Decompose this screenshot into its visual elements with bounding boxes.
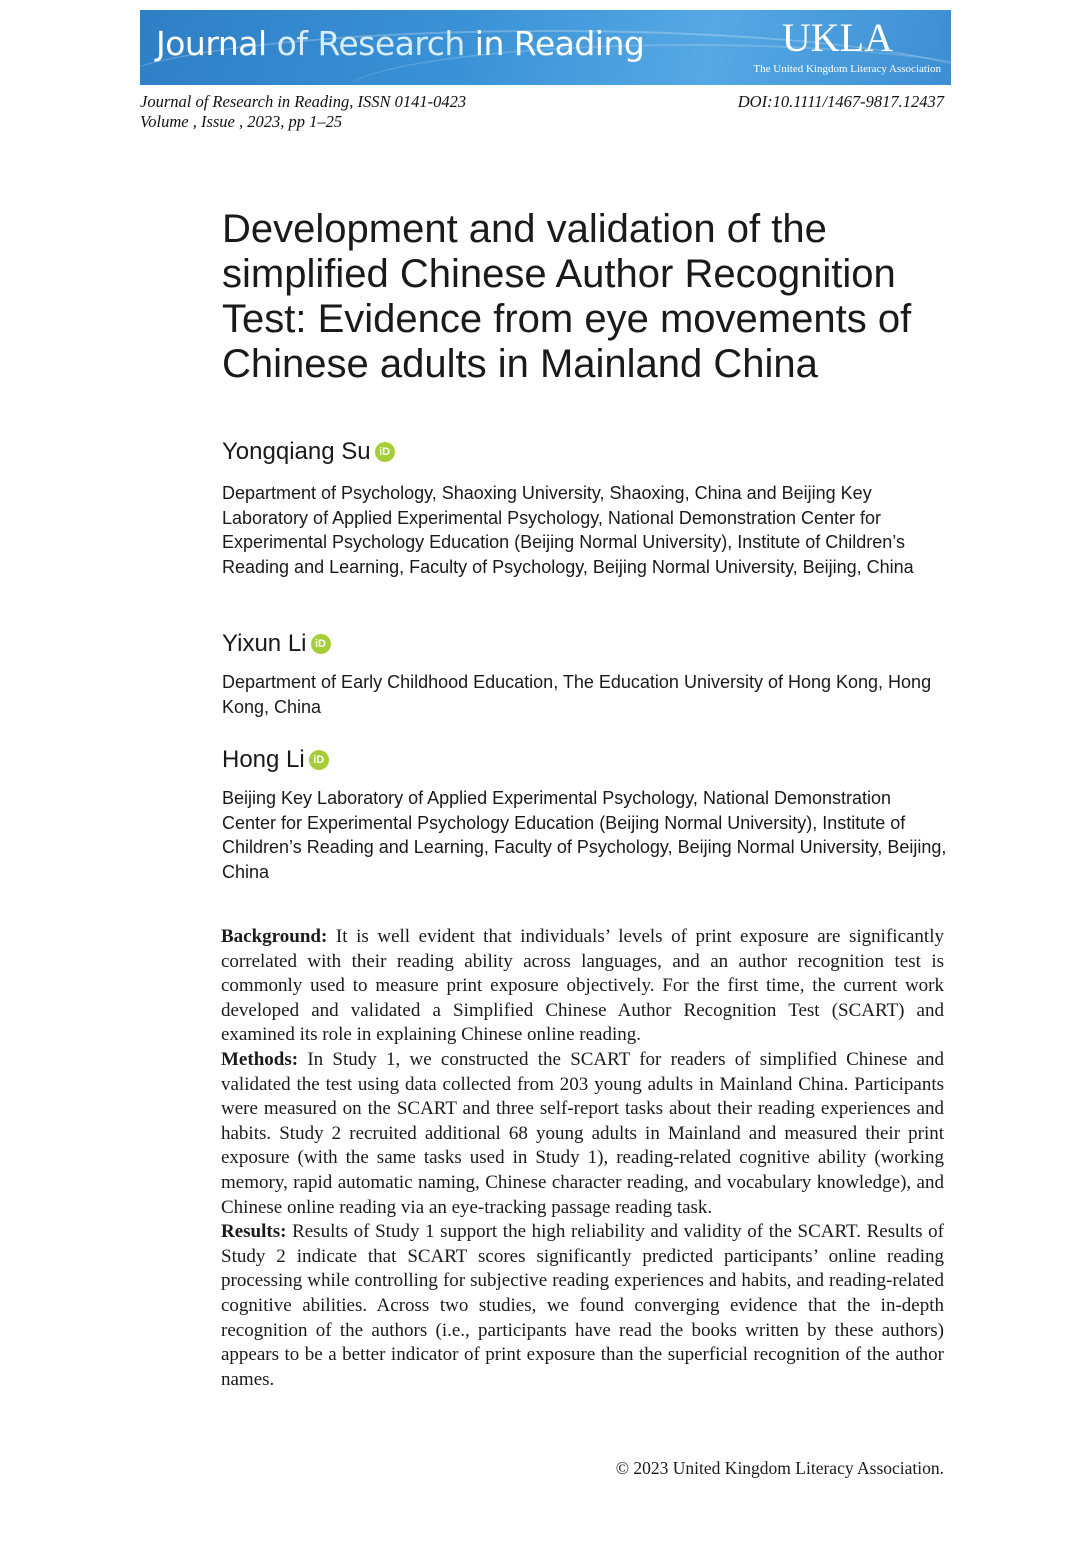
- citation-block: [140, 92, 466, 132]
- orcid-icon[interactable]: iD: [309, 750, 329, 770]
- citation-line: Volume , Issue , 2023, pp 1–25: [140, 112, 343, 131]
- author-name: [222, 746, 329, 774]
- abstract: [221, 925, 944, 1392]
- author-name: [222, 630, 331, 658]
- journal-word: of: [266, 24, 318, 63]
- journal-banner: [140, 10, 951, 85]
- journal-word: Reading: [513, 24, 645, 63]
- author-affiliation: Department of Psychology, Shaoxing University, Shaoxing, China and Beijing Key Laboratory of Applied Experimental Psychology, National Demonstration Center for Experimental Psychology Education (Beijing Normal University), Institute of Children’s Reading and Learning, Faculty of Psychology, Beijing Normal University, Beijing, China: [222, 483, 914, 577]
- abstract-results: [221, 1220, 944, 1392]
- journal-word: Research: [317, 24, 465, 63]
- author-name-text: Yongqiang Su: [222, 438, 371, 465]
- author-name-text: Yixun Li: [222, 630, 307, 657]
- doi: DOI:10.1111/1467-9817.12437: [737, 92, 944, 111]
- abstract-background: [221, 925, 944, 1048]
- journal-word: Journal: [156, 24, 267, 63]
- orcid-icon[interactable]: iD: [375, 442, 395, 462]
- journal-word: in: [464, 24, 514, 63]
- abstract-text: Results of Study 1 support the high reliability and validity of the SCART. Results of Study 2 indicate that SCART scores significantly predicted participants’ online reading processing while controlling for subjective reading experiences and habits, and reading-related cognitive abilities. Across two studies, we found converging evidence that the in-depth recognition of the authors (i.e., participants have read the books written by these authors) appears to be a better indicator of print exposure than the superficial recognition of the author names.: [221, 1221, 944, 1390]
- abstract-text: In Study 1, we constructed the SCART for readers of simplified Chinese and validated the test using data collected from 203 young adults in Mainland China. Participants were measured on the SCART and three self-report tasks about their reading experiences and habits. Study 2 recruited additional 68 young adults in Mainland and measured their print exposure (with the same tasks used in Study 1), reading-related cognitive ability (working memory, rapid automatic naming, Chinese character reading, and vocabulary knowledge), and Chinese online reading via an eye-tracking passage reading task.: [221, 1048, 944, 1218]
- abstract-label: Results:: [221, 1221, 287, 1243]
- paper-title: Development and validation of the simplified Chinese Author Recognition Test: Evidence from eye movements of Chinese adults in Mainland China: [222, 207, 912, 386]
- ukla-tagline: The United Kingdom Literacy Association: [753, 63, 941, 75]
- abstract-text: It is well evident that individuals’ levels of print exposure are significantly correlated with their reading ability across languages, and an author recognition test is commonly used to measure print exposure objectively. For the first time, the current work developed and validated a Simplified Chinese Author Recognition Test (SCART) and examined its role in explaining Chinese online reading.: [221, 926, 944, 1046]
- author-affiliation: Department of Early Childhood Education, The Education University of Hong Kong, Hong Kong, China: [222, 672, 932, 717]
- abstract-label: Background:: [221, 926, 328, 947]
- citation-line: Journal of Research in Reading, ISSN 0141-0423: [140, 92, 467, 111]
- author-name: [222, 438, 395, 466]
- author-name-text: Hong Li: [222, 746, 305, 773]
- journal-name: [156, 24, 644, 63]
- orcid-icon[interactable]: iD: [311, 634, 331, 654]
- ukla-logo: UKLA: [781, 15, 893, 60]
- copyright: © 2023 United Kingdom Literacy Association.: [615, 1458, 944, 1478]
- abstract-label: Methods:: [221, 1048, 299, 1070]
- author-affiliation: Beijing Key Laboratory of Applied Experimental Psychology, National Demonstration Center for Experimental Psychology Education (Beijing Normal University), Institute of Children’s Reading and Learning, Faculty of Psychology, Beijing Normal University, Beijing, China: [222, 788, 947, 882]
- abstract-methods: [221, 1048, 944, 1220]
